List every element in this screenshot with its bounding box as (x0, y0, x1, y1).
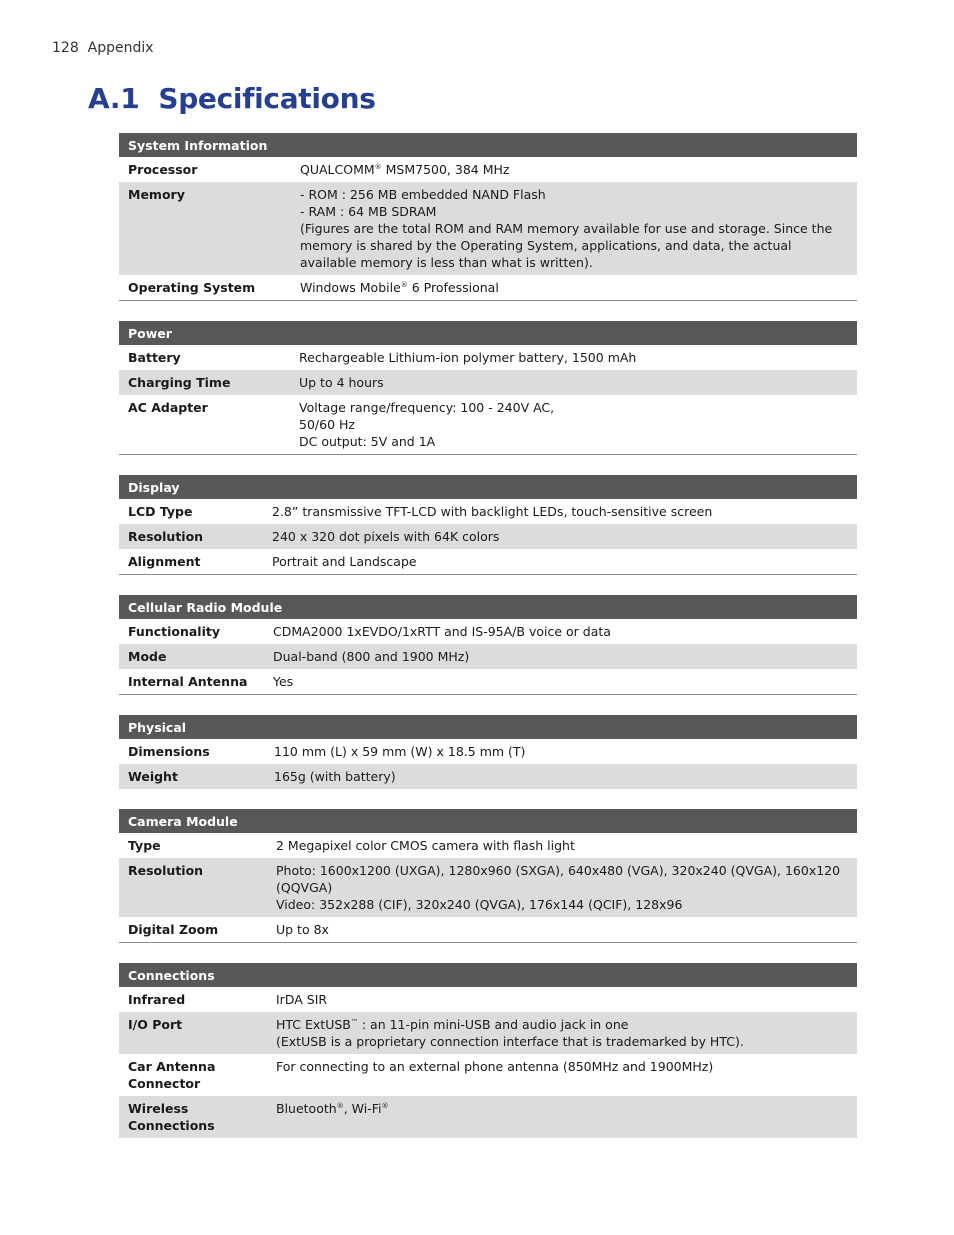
spec-label: LCD Type (128, 504, 193, 519)
spec-section (119, 809, 857, 943)
spec-value: 2 Megapixel color CMOS camera with flash light (276, 838, 575, 853)
spec-value: Yes (264, 669, 857, 695)
spec-row (119, 157, 857, 182)
spec-value: 110 mm (L) x 59 mm (W) x 18.5 mm (T) (274, 744, 526, 759)
spec-sections (119, 133, 857, 1138)
spec-label: Resolution (119, 858, 267, 917)
spec-value: 240 x 320 dot pixels with 64K colors (263, 524, 857, 549)
spec-label: I/O Port (119, 1012, 267, 1054)
spec-row (119, 739, 857, 764)
spec-label: Weight (119, 764, 265, 789)
spec-value: Up to 4 hours (290, 370, 857, 395)
spec-row (119, 858, 857, 917)
spec-value: CDMA2000 1xEVDO/1xRTT and IS-95A/B voice or data (273, 624, 611, 639)
spec-label: Functionality (128, 624, 220, 639)
spec-value: Voltage range/frequency: 100 - 240V AC, 50/60 Hz DC output: 5V and 1A (290, 395, 857, 455)
spec-label: Battery (128, 350, 181, 365)
spec-label: Mode (119, 644, 264, 669)
section-heading: Display (119, 475, 857, 499)
spec-value: Rechargeable Lithium-ion polymer battery, 1500 mAh (299, 350, 637, 365)
title-number: A.1 (88, 82, 140, 115)
spec-row (119, 524, 857, 549)
spec-table (119, 321, 857, 455)
spec-label: Car Antenna Connector (128, 1059, 216, 1091)
spec-value: Windows Mobile® 6 Professional (291, 275, 857, 301)
spec-label: Type (128, 838, 161, 853)
spec-value: - ROM : 256 MB embedded NAND Flash - RAM : 64 MB SDRAM (Figures are the total ROM and RAM memory available for use and storage. Since the memory is shared by the Operating System, applications, and data, the actual available memory is less than what is written). (291, 182, 857, 275)
spec-row (119, 1012, 857, 1054)
spec-label: AC Adapter (119, 395, 290, 455)
spec-table (119, 475, 857, 575)
spec-row (119, 499, 857, 524)
spec-row (119, 549, 857, 575)
spec-row (119, 370, 857, 395)
spec-section (119, 475, 857, 575)
spec-row (119, 345, 857, 370)
page-title (88, 82, 376, 115)
spec-row (119, 619, 857, 644)
spec-label: Dimensions (128, 744, 210, 759)
spec-label: Memory (119, 182, 291, 275)
spec-table (119, 715, 857, 789)
spec-table (119, 963, 857, 1138)
spec-section (119, 715, 857, 789)
spec-row (119, 764, 857, 789)
spec-table (119, 133, 857, 301)
section-heading: Physical (119, 715, 857, 739)
spec-row (119, 182, 857, 275)
spec-value: Bluetooth®, Wi-Fi® (267, 1096, 857, 1138)
spec-row (119, 1096, 857, 1138)
spec-row (119, 987, 857, 1012)
section-heading: System Information (119, 133, 857, 157)
section-name: Appendix (87, 40, 154, 56)
spec-row (119, 275, 857, 301)
spec-label: Processor (128, 162, 198, 177)
title-text: Specifications (158, 82, 376, 115)
spec-row (119, 1054, 857, 1096)
spec-value: HTC ExtUSB™ : an 11-pin mini-USB and audio jack in one (ExtUSB is a proprietary connection interface that is trademarked by HTC). (267, 1012, 857, 1054)
page-number: 128 (52, 40, 79, 56)
spec-value: Portrait and Landscape (263, 549, 857, 575)
spec-section (119, 321, 857, 455)
section-heading: Connections (119, 963, 857, 987)
spec-label: Digital Zoom (119, 917, 267, 943)
spec-row (119, 395, 857, 455)
spec-row (119, 917, 857, 943)
spec-value: For connecting to an external phone antenna (850MHz and 1900MHz) (276, 1059, 714, 1074)
section-heading: Power (119, 321, 857, 345)
spec-value: Dual-band (800 and 1900 MHz) (264, 644, 857, 669)
spec-label: Charging Time (119, 370, 290, 395)
spec-label: Internal Antenna (119, 669, 264, 695)
spec-value: 165g (with battery) (265, 764, 857, 789)
spec-row (119, 644, 857, 669)
section-heading: Cellular Radio Module (119, 595, 857, 619)
spec-value: IrDA SIR (276, 992, 328, 1007)
spec-table (119, 809, 857, 943)
spec-value: QUALCOMM® MSM7500, 384 MHz (300, 162, 510, 177)
spec-section (119, 133, 857, 301)
spec-row (119, 669, 857, 695)
spec-value: Up to 8x (267, 917, 857, 943)
spec-label: Resolution (119, 524, 263, 549)
spec-label: Operating System (119, 275, 291, 301)
spec-label: Wireless Connections (119, 1096, 267, 1138)
spec-table (119, 595, 857, 695)
spec-section (119, 963, 857, 1138)
spec-section (119, 595, 857, 695)
spec-value: Photo: 1600x1200 (UXGA), 1280x960 (SXGA), 640x480 (VGA), 320x240 (QVGA), 160x120 (QQVGA) Video: 352x288 (CIF), 320x240 (QVGA), 176x144 (QCIF), 128x96 (267, 858, 857, 917)
spec-label: Alignment (119, 549, 263, 575)
page-header (52, 40, 154, 56)
spec-value: 2.8” transmissive TFT-LCD with backlight LEDs, touch-sensitive screen (272, 504, 713, 519)
spec-label: Infrared (128, 992, 186, 1007)
spec-row (119, 833, 857, 858)
section-heading: Camera Module (119, 809, 857, 833)
